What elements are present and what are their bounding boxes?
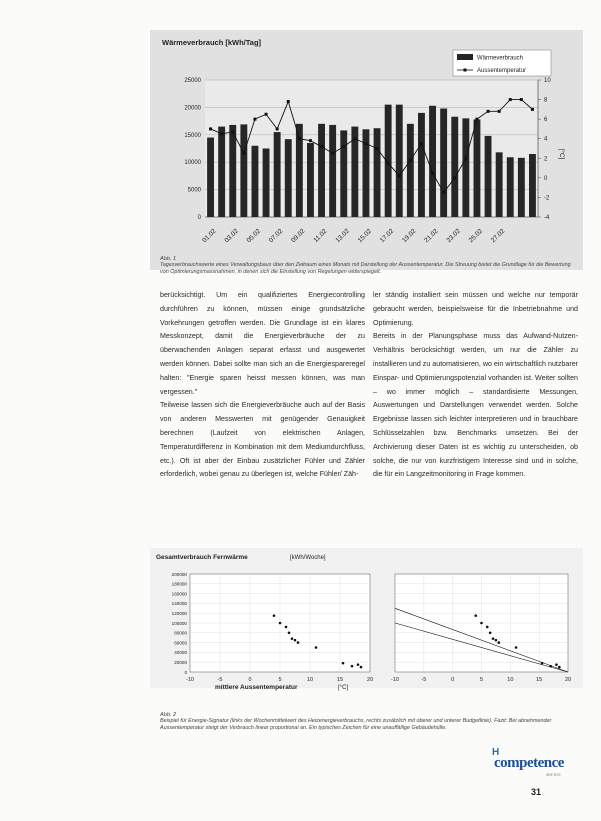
chart1-bar: [218, 127, 225, 217]
chart1-bar: [440, 108, 447, 217]
chart1-temperature-point: [276, 127, 279, 130]
signature-right-point: [515, 646, 518, 649]
signature-right-point: [486, 626, 489, 629]
chart1-x-tick: 21.02: [423, 227, 440, 245]
chart1-x-tick: 03.02: [223, 227, 240, 245]
signature-left-point: [285, 626, 288, 629]
legend-line-label: Aussentemperatur: [477, 68, 527, 74]
signature-left-y-tick: 180000: [171, 581, 187, 587]
chart1-bar: [207, 138, 214, 217]
chart1-y-tick: 20000: [184, 105, 201, 112]
chart1-temperature-point: [298, 137, 301, 140]
chart1-temperature-point: [464, 157, 467, 160]
signature-left-x-tick: 15: [336, 677, 344, 683]
signature-left-y-tick: 160000: [171, 591, 187, 597]
chart1-temperature-point: [431, 171, 434, 174]
chart1-x-tick: 27.02: [489, 227, 507, 245]
left-paragraph-2: Teilweise lassen sich die Energieverbräuche auch auf der Basis von anderen Messwerten mit genügender Genauigkeit berechnen (Laufzeit von elektrischen Anlagen, Temperaturdifferenz in Kombination mit dem Mediumdurchfluss, etc.). Oft ist aber der Einbau zusätzlicher Fühler und Zähler erforderlich, wobei genau zu überlegen ist, welche Fühler/ Zäh-: [160, 401, 365, 479]
chart1-x-tick: 15.02: [356, 227, 374, 245]
energy-signature-charts: [150, 548, 583, 698]
caption-2-label: Abb. 2: [160, 712, 177, 718]
chart2-xlabel: mittlere Aussentemperatur: [215, 684, 298, 691]
heat-consumption-chart: [150, 30, 583, 270]
signature-left-y-tick: 40000: [174, 650, 187, 656]
chart1-x-tick: 01.02: [201, 227, 218, 245]
chart1-temperature-point: [364, 142, 367, 145]
chart1-temperature-point: [320, 145, 323, 148]
legend-bar-swatch: [457, 54, 473, 60]
chart1-bar: [374, 128, 381, 217]
chart1-bar: [474, 119, 481, 217]
signature-left-point: [273, 614, 276, 617]
chart1-temperature-point: [309, 139, 312, 142]
chart1-bar: [329, 125, 336, 217]
chart2-xunits: [°C]: [338, 685, 349, 691]
logo-mark: H: [492, 747, 500, 758]
chart1-bar: [252, 146, 259, 217]
signature-right-point: [474, 614, 477, 617]
chart1-y2-tick: 10: [544, 78, 551, 84]
left-paragraph-1: berücksichtigt. Um ein qualifiziertes Energiecontrolling durchführen zu können, müssen einige grundsätzliche Vorkehrungen getroffen werden. Die Grundlage ist ein klares Messkonzept, damit die Energieverbräuche der zu überwachenden Anlagen separat erfasst und ausgewertet werden können. Dabei sollte man sich an die Energiespareregel halten: "Energie sparen heisst messen können, was man vergessen.": [160, 291, 365, 396]
chart1-bar: [529, 154, 536, 217]
signature-right-point: [555, 663, 558, 666]
chart1-bar: [274, 132, 281, 217]
signature-left-x-tick: -10: [186, 677, 194, 683]
signature-right-point: [549, 665, 552, 668]
signature-right-point: [498, 641, 501, 644]
signature-left-y-tick: 100000: [171, 620, 187, 626]
signature-left-y-tick: 20000: [174, 660, 187, 665]
signature-left-x-tick: 20: [366, 677, 374, 683]
chart1-bar: [240, 124, 247, 217]
signature-left-point: [291, 637, 294, 640]
signature-right-point: [541, 662, 544, 665]
signature-left-y-tick: 60000: [174, 640, 187, 646]
chart1-bar: [407, 124, 414, 217]
signature-left-point: [279, 622, 282, 625]
chart1-y2-tick: 2: [544, 156, 548, 163]
signature-left-point: [315, 646, 318, 649]
chart1-temperature-point: [520, 98, 523, 101]
signature-left-y-tick: 140000: [171, 601, 187, 607]
chart1-temperature-point: [353, 137, 356, 140]
legend-line-marker: [464, 69, 467, 72]
chart1-temperature-point: [398, 174, 401, 177]
chart1-temperature-point: [475, 118, 478, 121]
chart1-y2-tick: 6: [544, 117, 548, 124]
chart1-y-tick: 15000: [184, 132, 201, 139]
chart1-bar: [396, 105, 403, 217]
signature-right-point: [495, 639, 498, 642]
chart1-bar: [485, 136, 492, 217]
chart1-temperature-point: [487, 110, 490, 113]
chart1-y-tick: 25000: [184, 78, 201, 84]
signature-right-point: [480, 622, 483, 625]
signature-right-x-tick: 10: [507, 677, 514, 683]
signature-right-x-tick: 0: [451, 677, 455, 683]
legend-bar-label: Wärmeverbrauch: [477, 55, 524, 62]
caption-1: [160, 256, 575, 275]
chart1-temperature-point: [287, 100, 290, 103]
competence-logo: [484, 747, 574, 777]
chart2-title-units: [kWh/Woche]: [290, 555, 326, 561]
chart1-temperature-point: [409, 159, 412, 162]
chart1-y2-tick: 0: [544, 175, 548, 182]
right-paragraph-2: Bereits in der Planungsphase muss das Aufwand-Nutzen-Verhältnis berücksichtigt werden, um nur die Zähler zu installieren und zu automatisieren, wo ein wirtschaftlich nutzbarer Einspar- und Optimierungspotenzial vorhanden ist. Weiter sollten – wo immer möglich – standardisierte Messungen, Auswertungen und Darstellungen verwendet werden. Solche Ergebnisse lassen sich leichter interpretieren und in brauchbare Schlüsselzahlen bzw. Benchmarks umsetzen. Bei der Archivierung dieser Daten ist es wichtig zu unterscheiden, ob solche, die nur von kurzfristigem Interesse sind und in solche, die für ein Langzeitmonitoring in Frage kommen.: [373, 332, 578, 479]
signature-left-point: [351, 665, 354, 668]
chart1-x-tick: 05.02: [245, 227, 263, 245]
page-number: 31: [531, 787, 542, 797]
signature-left-point: [357, 663, 360, 666]
signature-left-point: [294, 639, 297, 642]
chart1-bar: [496, 152, 503, 217]
signature-left-y-tick: 0: [184, 669, 187, 675]
right-paragraph-1: ler ständig installiert sein müssen und welche nur temporär gebraucht werden, beispielsweise für die Inbetriebnahme und Optimierung.: [373, 291, 578, 327]
chart1-bar: [507, 157, 514, 217]
signature-right-point: [492, 637, 495, 640]
chart1-x-tick: 25.02: [467, 227, 485, 245]
chart1-y2-tick: -4: [544, 215, 550, 221]
chart2-title: Gesamtverbrauch Fernwärme: [156, 554, 248, 561]
chart1-bar: [451, 117, 458, 217]
chart1-temperature-point: [442, 191, 445, 194]
chart1-temperature-point: [231, 130, 234, 133]
chart1-x-tick: 07.02: [267, 227, 285, 245]
chart1-x-tick: 09.02: [290, 227, 307, 245]
chart1-temperature-point: [376, 147, 379, 150]
chart1-x-tick: 19.02: [401, 227, 418, 245]
chart1-y2-label: [°C]: [558, 148, 565, 160]
signature-left-point: [342, 662, 345, 665]
chart1-x-tick: 11.02: [312, 227, 329, 244]
chart1-temperature-point: [498, 110, 501, 113]
chart1-temperature-point: [509, 98, 512, 101]
logo-subtext: SEE BTE: [546, 773, 561, 777]
chart1-bar: [340, 130, 347, 217]
chart1-bar: [418, 113, 425, 217]
signature-left-x-tick: 5: [278, 677, 282, 683]
signature-left-point: [297, 641, 300, 644]
signature-left-point: [360, 666, 363, 669]
chart1-temperature-point: [331, 152, 334, 155]
signature-right-x-tick: 15: [536, 677, 543, 683]
caption-1-text: Tagesverbrauchswerte eines Verwaltungsbaus über den Zeitraum eines Monats mit Darstellung der Aussentemperatur. Die Streuung bietet die Grundlage für die Bewertung von Optimierungsmassnahmen, in denen sich die Einstellung von Regelungen widerspiegelt.: [160, 262, 571, 275]
chart1-bar: [229, 125, 236, 217]
signature-left-x-tick: 0: [248, 677, 252, 683]
chart1-y2-tick: 8: [544, 97, 548, 104]
chart1-y2-tick: 4: [544, 136, 548, 143]
chart1-bar: [318, 124, 325, 217]
chart1-temperature-point: [420, 142, 423, 145]
chart1-bar: [385, 105, 392, 217]
chart1-y-tick: 0: [197, 215, 201, 221]
chart1-temperature-point: [453, 176, 456, 179]
right-column: [373, 289, 578, 482]
signature-right-x-tick: 5: [479, 677, 484, 683]
chart1-x-tick: 23.02: [445, 227, 462, 245]
chart1-x-tick: 17.02: [378, 227, 396, 245]
chart1-y-tick: 10000: [184, 160, 201, 167]
chart1-y-tick: 5000: [187, 187, 201, 194]
chart1-temperature-point: [209, 127, 212, 130]
chart1-bar: [285, 139, 292, 217]
signature-right-point: [558, 666, 561, 669]
chart1-temperature-point: [387, 162, 390, 165]
chart1-legend: [453, 50, 551, 76]
signature-right-x-tick: -5: [421, 677, 427, 683]
signature-left-y-tick: 200000: [171, 571, 187, 577]
caption-1-label: Abb. 1: [160, 256, 177, 262]
signature-left-y-tick: 120000: [171, 611, 187, 616]
chart1-temperature-point: [253, 118, 256, 121]
chart1-bar: [429, 106, 436, 217]
chart1-temperature-point: [265, 113, 268, 116]
chart1-temperature-point: [220, 132, 223, 135]
chart1-temperature-point: [531, 108, 534, 111]
caption-2: [160, 712, 580, 731]
signature-left-point: [288, 632, 291, 635]
signature-left-x-tick: -5: [217, 677, 223, 683]
signature-right-point: [489, 632, 492, 635]
signature-left-y-tick: 80000: [174, 630, 187, 636]
chart1-temperature-point: [242, 152, 245, 155]
chart1-title: Wärmeverbrauch [kWh/Tag]: [162, 38, 262, 47]
caption-2-text: Beispiel für Energie-Signatur (links der Wochenmittelwert des Heizenergieverbrauchs, rechts zusätzlich mit oberer und unterer Budgetlinie). Fazit: Bei abnehmender Aussentemperatur steigt der Verbrauch linear proportional an. Ein typisches Zeichen für eine unauffällige Gebäudehülle.: [160, 718, 552, 731]
chart1-bar: [462, 118, 469, 217]
left-column: [160, 289, 365, 482]
signature-right-x-tick: 20: [564, 677, 572, 683]
chart1-bar: [518, 158, 525, 217]
chart1-temperature-point: [342, 145, 345, 148]
logo-text: competence: [494, 755, 564, 771]
signature-right-x-tick: -10: [391, 677, 399, 683]
signature-left-x-tick: 10: [306, 677, 314, 683]
chart1-x-tick: 13.02: [334, 227, 351, 245]
chart1-bar: [263, 149, 270, 218]
chart1-y2-tick: -2: [544, 195, 550, 202]
chart1-bar: [307, 143, 314, 217]
